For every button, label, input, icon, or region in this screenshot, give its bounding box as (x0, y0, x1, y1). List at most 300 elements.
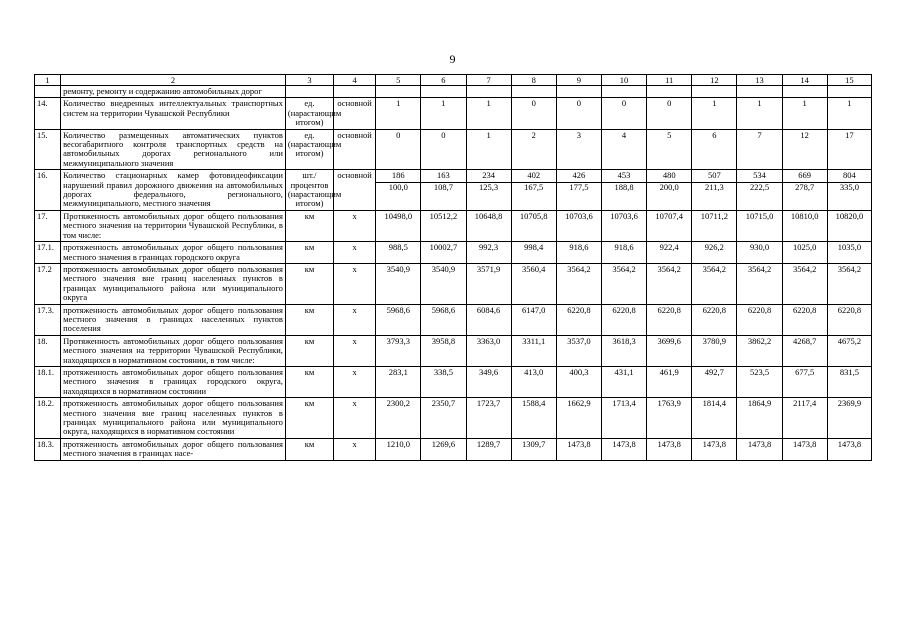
value-cell (827, 210, 871, 241)
row-number: 17.1. (35, 242, 61, 264)
value: 5968,6 (431, 304, 456, 315)
table-row (35, 366, 872, 397)
column-header: 1 (35, 75, 61, 86)
row-kind: x (334, 438, 376, 460)
value: 1864,9 (747, 398, 772, 409)
value-cell (466, 438, 511, 460)
value-cell (421, 129, 466, 170)
empty-cell (376, 86, 421, 98)
value: 3363,0 (476, 335, 501, 346)
value-cell (601, 263, 646, 304)
value-cell (692, 129, 737, 170)
value: 5 (667, 129, 672, 140)
value-cell (737, 366, 782, 397)
row-description: Протяженность автомобильных дорог общего пользования местного значения на территории Чувашской Республики, в том числе: (61, 210, 286, 241)
value: 3560,4 (522, 263, 546, 274)
value-cell (556, 129, 601, 170)
value-cell (376, 210, 421, 241)
value-cell (601, 335, 646, 366)
value-cell (556, 398, 601, 439)
value-cell (782, 129, 827, 170)
row-description: протяженность автомобильных дорог общего пользования местного значения в границах населенных пунктов поселения (61, 304, 286, 335)
value-cell (376, 170, 421, 211)
row-kind: x (334, 210, 376, 241)
value-cell (511, 170, 556, 211)
value-percent: 211,3 (704, 181, 724, 192)
value: 2369,9 (837, 398, 862, 409)
value: 3564,2 (747, 263, 772, 274)
value: 0 (667, 98, 672, 109)
value-cell (466, 366, 511, 397)
value: 1309,7 (522, 438, 546, 449)
value-cell (466, 263, 511, 304)
empty-cell (285, 86, 333, 98)
row-number: 15. (35, 129, 61, 170)
row-description: Количество внедренных интеллектуальных транспортных систем на территории Чувашской Республики (61, 98, 286, 129)
value: 10715,0 (745, 210, 774, 221)
value: 10703,6 (610, 210, 638, 221)
row-kind: основной (334, 98, 376, 129)
value: 338,5 (433, 366, 453, 377)
value-cell (376, 129, 421, 170)
value-cell (647, 438, 692, 460)
value-cell (421, 242, 466, 264)
value-cell (827, 242, 871, 264)
column-header: 4 (334, 75, 376, 86)
value: 1723,7 (476, 398, 501, 409)
value: 3958,8 (431, 335, 456, 346)
value-cell (782, 98, 827, 129)
value-cell (601, 398, 646, 439)
value-cell (692, 242, 737, 264)
table-row (35, 263, 872, 304)
value: 1473,8 (747, 438, 772, 449)
value: 1713,4 (612, 398, 636, 409)
value-percent: 108,7 (433, 181, 453, 192)
value: 1473,8 (567, 438, 591, 449)
value-cell (827, 304, 871, 335)
row-unit: шт./ процентов (нарастающим итогом) (285, 170, 333, 211)
value-cell (421, 304, 466, 335)
row-unit: км (285, 304, 333, 335)
value: 1473,8 (612, 438, 636, 449)
value-cell (692, 263, 737, 304)
value-cell (511, 242, 556, 264)
value-cell (421, 263, 466, 304)
row-kind: x (334, 335, 376, 366)
empty-cell (466, 86, 511, 98)
row-unit: км (285, 335, 333, 366)
value: 1 (802, 98, 807, 109)
value-cell (737, 170, 782, 211)
row-number: 17.2 (35, 263, 61, 304)
value: 1269,6 (431, 438, 456, 449)
value-cell (647, 170, 692, 211)
value: 0 (396, 129, 401, 140)
value-cell (827, 170, 871, 211)
value: 930,0 (749, 242, 770, 253)
table-header-row (35, 75, 872, 86)
value-cell (421, 170, 466, 211)
value: 5968,6 (386, 304, 410, 315)
value: 1763,9 (657, 398, 681, 409)
value: 918,6 (569, 242, 589, 253)
value-cell (737, 263, 782, 304)
value-cell (466, 170, 511, 211)
value: 3618,3 (612, 335, 636, 346)
row-unit: км (285, 242, 333, 264)
row-unit: км (285, 398, 333, 439)
row-number: 14. (35, 98, 61, 129)
value: 1 (712, 98, 717, 109)
value-cell (737, 335, 782, 366)
value: 926,2 (704, 242, 724, 253)
value: 0 (576, 98, 582, 109)
value-cell (692, 170, 737, 211)
empty-cell (421, 86, 466, 98)
value: 7 (757, 129, 762, 140)
value-percent: 167,5 (524, 181, 544, 192)
value-percent: 335,0 (839, 181, 859, 192)
value-cell (601, 210, 646, 241)
value: 922,4 (659, 242, 679, 253)
table-row (35, 129, 872, 170)
value: 3540,9 (431, 263, 456, 274)
value-cell (647, 129, 692, 170)
value: 992,3 (479, 242, 499, 253)
value-cell (692, 398, 737, 439)
value: 2117,4 (793, 398, 817, 409)
value: 1473,8 (792, 438, 817, 449)
value-cell (511, 366, 556, 397)
empty-cell (334, 86, 376, 98)
value-percent: 100,0 (388, 181, 408, 192)
column-header: 15 (827, 75, 871, 86)
value-cell (647, 98, 692, 129)
value: 3 (576, 129, 582, 140)
value-cell (421, 335, 466, 366)
value: 10707,4 (655, 210, 684, 221)
value-cell (421, 98, 466, 129)
empty-cell (782, 86, 827, 98)
value-cell (466, 304, 511, 335)
value: 1 (396, 98, 401, 109)
value-cell (466, 242, 511, 264)
value-cell (827, 263, 871, 304)
value: 804 (843, 170, 856, 181)
value: 283,1 (388, 366, 408, 377)
value-cell (511, 129, 556, 170)
row-number: 17. (35, 210, 61, 241)
row-number: 16. (35, 170, 61, 211)
row-kind: x (334, 242, 376, 264)
indicators-table (34, 74, 872, 461)
row-unit: км (285, 210, 333, 241)
value-cell (782, 263, 827, 304)
value: 186 (391, 170, 405, 181)
row-description: протяженность автомобильных дорог общего пользования местного значения вне границ населенных пунктов в границах муниципального района или муниципального округа (61, 263, 286, 304)
value: 6220,8 (702, 304, 727, 315)
value-cell (737, 210, 782, 241)
value-cell (421, 438, 466, 460)
row-kind: x (334, 398, 376, 439)
table-row (35, 86, 872, 98)
value: 1 (441, 98, 446, 109)
value: 163 (437, 170, 450, 181)
row-description: протяженность автомобильных дорог общего пользования местного значения в границах городского округа, находящихся в нормативном состоянии (61, 366, 286, 397)
value-percent: 200,0 (659, 181, 679, 192)
value: 1 (757, 98, 762, 109)
value-cell (827, 129, 871, 170)
table-row (35, 335, 872, 366)
value-cell (556, 335, 601, 366)
value: 3793,3 (386, 335, 410, 346)
value: 677,5 (795, 366, 815, 377)
row-kind: x (334, 366, 376, 397)
value-cell (421, 366, 466, 397)
value-cell (737, 398, 782, 439)
value-cell (466, 129, 511, 170)
value-cell (782, 170, 827, 211)
value: 4 (621, 129, 627, 140)
value: 3564,2 (612, 263, 636, 274)
value-cell (556, 438, 601, 460)
value: 918,6 (614, 242, 634, 253)
value-cell (511, 210, 556, 241)
row-unit: км (285, 263, 333, 304)
value: 534 (753, 170, 766, 181)
value: 3564,2 (657, 263, 681, 274)
value: 2 (531, 129, 536, 140)
value-cell (737, 98, 782, 129)
value: 1473,8 (837, 438, 862, 449)
value: 6220,8 (747, 304, 772, 315)
row-kind: x (334, 263, 376, 304)
value-cell (647, 304, 692, 335)
value: 1588,4 (522, 398, 546, 409)
value: 6220,8 (657, 304, 681, 315)
value: 4675,2 (837, 335, 862, 346)
value-cell (647, 335, 692, 366)
value-cell (466, 98, 511, 129)
value-cell (827, 335, 871, 366)
value: 12 (800, 129, 809, 140)
value-cell (737, 304, 782, 335)
value: 1035,0 (837, 242, 862, 253)
value: 3564,2 (837, 263, 862, 274)
value: 3780,9 (702, 335, 727, 346)
value-cell (782, 335, 827, 366)
value-cell (647, 210, 692, 241)
value: 1 (486, 129, 491, 140)
value: 426 (572, 170, 586, 181)
value: 453 (617, 170, 631, 181)
column-header: 2 (61, 75, 286, 86)
value: 10002,7 (429, 242, 458, 253)
value-percent: 177,5 (569, 181, 589, 192)
empty-cell (601, 86, 646, 98)
value-cell (511, 335, 556, 366)
row-number: 18.1. (35, 366, 61, 397)
column-header: 11 (647, 75, 692, 86)
value-cell (782, 438, 827, 460)
value: 1 (486, 98, 491, 109)
value-cell (556, 210, 601, 241)
value: 17 (845, 129, 854, 140)
page-number: 9 (449, 52, 456, 66)
value-cell (556, 170, 601, 211)
value: 4268,7 (792, 335, 817, 346)
value-cell (421, 210, 466, 241)
value: 6220,8 (792, 304, 817, 315)
value: 0 (531, 98, 536, 109)
value-cell (511, 98, 556, 129)
value: 10820,0 (835, 210, 864, 221)
value: 998,4 (524, 242, 544, 253)
row-unit: км (285, 366, 333, 397)
empty-cell (511, 86, 556, 98)
empty-cell (827, 86, 871, 98)
value-percent: 125,3 (479, 181, 499, 192)
value-cell (511, 438, 556, 460)
value-cell (782, 398, 827, 439)
column-header: 5 (376, 75, 421, 86)
value: 3564,2 (567, 263, 591, 274)
value: 0 (441, 129, 446, 140)
value-cell (376, 398, 421, 439)
value-cell (556, 98, 601, 129)
row-number: 17.3. (35, 304, 61, 335)
value: 234 (482, 170, 495, 181)
row-unit: ед. (нарастающим итогом) (285, 98, 333, 129)
empty-cell (692, 86, 737, 98)
value: 1662,9 (567, 398, 591, 409)
column-header: 10 (601, 75, 646, 86)
value: 6220,8 (612, 304, 636, 315)
row-description: Количество стационарных камер фотовидеофиксации нарушений правил дорожного движения на автомобильных дорогах федерального, регионального, межмуниципального, местного значения (61, 170, 286, 211)
value-cell (466, 210, 511, 241)
empty-cell (647, 86, 692, 98)
table-row (35, 98, 872, 129)
row-description: Количество размещенных автоматических пунктов весогабаритного контроля транспортных средств на автомобильных дорогах регионального или межмуниципального значения (61, 129, 286, 170)
value-cell (466, 398, 511, 439)
value-cell (782, 304, 827, 335)
value: 3862,2 (747, 335, 772, 346)
column-header: 3 (285, 75, 333, 86)
value: 1289,7 (476, 438, 501, 449)
column-header: 9 (556, 75, 601, 86)
value: 1025,0 (792, 242, 817, 253)
value: 3564,2 (702, 263, 727, 274)
value: 480 (662, 170, 676, 181)
value-cell (601, 366, 646, 397)
value: 2300,2 (386, 398, 410, 409)
value-cell (647, 366, 692, 397)
value: 431,1 (614, 366, 634, 377)
value: 3537,0 (567, 335, 591, 346)
row-description: протяженность автомобильных дорог общего пользования местного значения в границах городского округа (61, 242, 286, 264)
value: 492,7 (704, 366, 724, 377)
value: 461,9 (659, 366, 679, 377)
value: 10711,2 (700, 210, 729, 221)
value-cell (376, 242, 421, 264)
value-cell (376, 98, 421, 129)
table-row (35, 304, 872, 335)
value: 1814,4 (702, 398, 727, 409)
row-kind: основной (334, 129, 376, 170)
column-header: 6 (421, 75, 466, 86)
value-cell (601, 242, 646, 264)
value-cell (692, 366, 737, 397)
value-cell (601, 304, 646, 335)
value-cell (692, 438, 737, 460)
table-row (35, 398, 872, 439)
value-cell (827, 98, 871, 129)
value: 669 (798, 170, 812, 181)
value-cell (376, 304, 421, 335)
value-cell (511, 304, 556, 335)
value: 10810,0 (790, 210, 819, 221)
table-row (35, 210, 872, 241)
empty-cell (737, 86, 782, 98)
row-kind: x (334, 304, 376, 335)
value-cell (782, 366, 827, 397)
column-header: 7 (466, 75, 511, 86)
value-cell (647, 263, 692, 304)
value-cell (511, 263, 556, 304)
value-cell (601, 170, 646, 211)
value: 6220,8 (837, 304, 862, 315)
value: 988,5 (388, 242, 408, 253)
value-cell (556, 263, 601, 304)
value-cell (692, 304, 737, 335)
value-cell (692, 98, 737, 129)
value-cell (782, 210, 827, 241)
value: 6 (712, 129, 717, 140)
row-unit: км (285, 438, 333, 460)
value: 402 (527, 170, 541, 181)
value: 1 (847, 98, 852, 109)
value-cell (376, 263, 421, 304)
row-description: протяженность автомобильных дорог общего пользования местного значения вне границ населенных пунктов в границах муниципального района или муниципального округа, находящихся в нормативном состоянии (61, 398, 286, 439)
value-cell (827, 438, 871, 460)
row-number: 18.3. (35, 438, 61, 460)
column-header: 8 (511, 75, 556, 86)
value-cell (737, 242, 782, 264)
row-description: протяженность автомобильных дорог общего пользования местного значения в границах насе- (61, 438, 286, 460)
value-percent: 222,5 (749, 181, 770, 192)
value: 10705,8 (519, 210, 548, 221)
value: 6220,8 (567, 304, 591, 315)
value-cell (827, 366, 871, 397)
value-cell (601, 129, 646, 170)
value: 3699,6 (657, 335, 681, 346)
value: 3564,2 (792, 263, 817, 274)
value-cell (376, 366, 421, 397)
row-number: 18. (35, 335, 61, 366)
value: 349,6 (479, 366, 499, 377)
value-cell (692, 210, 737, 241)
value-cell (556, 304, 601, 335)
value-cell (466, 335, 511, 366)
row-description: Протяженность автомобильных дорог общего пользования местного значения на территории Чувашской Республики, находящихся в нормативном состоянии, в том числе: (61, 335, 286, 366)
value: 1473,8 (657, 438, 681, 449)
value-cell (647, 242, 692, 264)
value: 3571,9 (476, 263, 501, 274)
value-cell (511, 398, 556, 439)
column-header: 14 (782, 75, 827, 86)
value-cell (737, 129, 782, 170)
